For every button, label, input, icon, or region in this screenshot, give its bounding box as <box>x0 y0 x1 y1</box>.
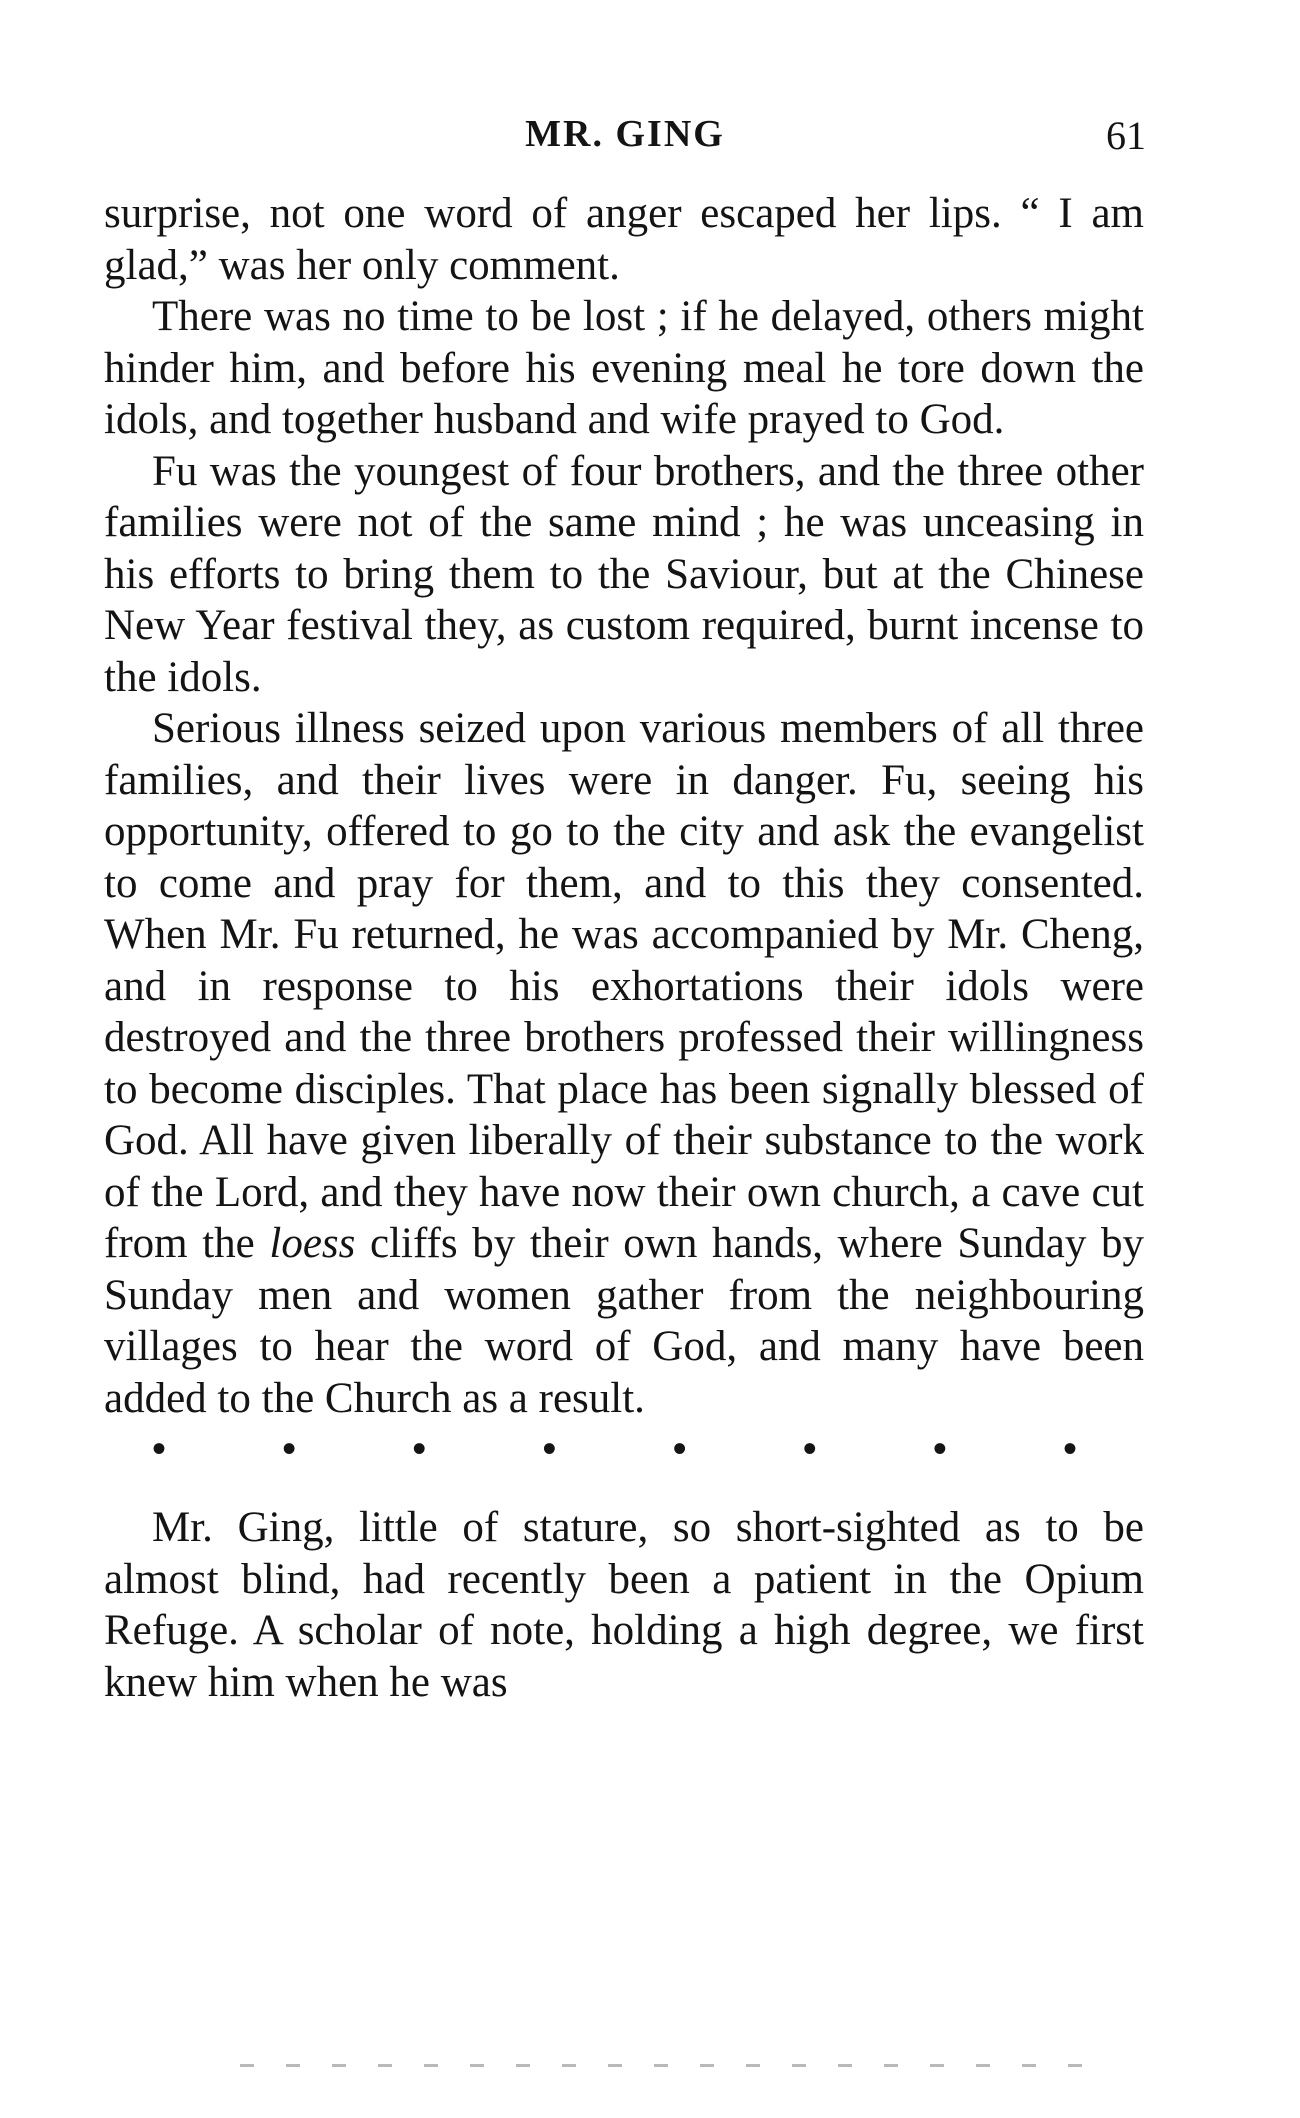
paragraph: Mr. Ging, little of stature, so short-sighted as to be almost blind, had recently been a patient in the Opium Refuge. A scholar of note, holding a high degree, we first knew him when he was <box>104 1504 1144 1706</box>
section-break-dot: • <box>672 1426 687 1471</box>
running-title: MR. GING <box>525 113 725 155</box>
paragraph: There was no time to be lost ; if he delayed, others might hinder him, and before his evening meal he tore down the idols, and together husband and wife prayed to God. <box>104 293 1144 443</box>
running-head <box>104 112 1146 162</box>
section-text <box>104 1502 1144 1708</box>
section-break-dot: • <box>542 1426 557 1471</box>
paragraph <box>104 703 1144 1424</box>
body-text <box>104 188 1144 1424</box>
paragraph: Fu was the youngest of four brothers, and the three other families were not of the same mind ; he was unceasing in his efforts to bring them to the Saviour, but at the Chinese New Year festival they, as custom required, burnt incense to the idols. <box>104 447 1144 701</box>
section-break-dot: • <box>932 1426 947 1471</box>
page-number: 61 <box>1106 113 1146 158</box>
section-break-dot: • <box>412 1426 427 1471</box>
section-break-dot: • <box>1062 1426 1077 1471</box>
text-run: cliffs by their own hands, where Sunday by Sunday men and women gather from the neighbouring villages to hear the word of God, and many have been added to the Church as a result. <box>104 1220 1144 1422</box>
cut-off-next-line <box>240 2064 1100 2067</box>
section-break <box>152 1425 1077 1472</box>
text-run: Serious illness seized upon various members of all three families, and their lives were in danger. Fu, seeing his opportunity, offered to go to the city and ask the evangelist to come and pray for them, and to this they consented. When Mr. Fu returned, he was accompanied by Mr. Cheng, and in response to his exhortations their idols were destroyed and the three brothers professed their willingness to become disciples. That place has been signally blessed of God. All have given liberally of their substance to the work of the Lord, and they have now their own church, a cave cut from the <box>104 705 1144 1267</box>
section-break-dot: • <box>152 1426 167 1471</box>
paragraph-continuation: surprise, not one word of anger escaped her lips. “ I am glad,” was her only comment. <box>104 190 1144 289</box>
italic-word: loess <box>269 1220 356 1267</box>
section-break-dot: • <box>802 1426 817 1471</box>
section-break-dot: • <box>282 1426 297 1471</box>
